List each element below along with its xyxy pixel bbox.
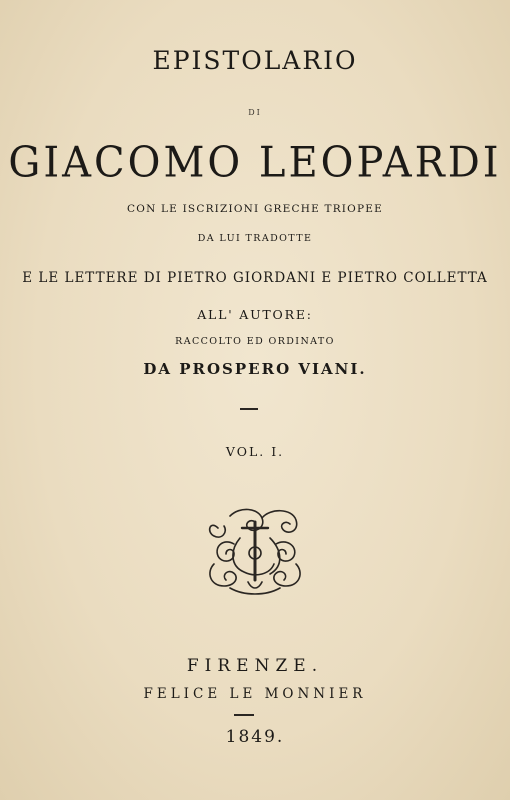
subtitle-line-4: ALL' AUTORE:	[197, 307, 313, 322]
subtitle-line-3: E LE LETTERE DI PIETRO GIORDANI E PIETRO COLLETTA	[22, 270, 488, 286]
book-title: EPISTOLARIO	[152, 46, 358, 75]
subtitle-line-2: DA LUI TRADOTTE	[197, 233, 313, 244]
author-name: GIACOMO LEOPARDI	[8, 138, 502, 188]
subtitle-line-1: CON LE ISCRIZIONI GRECHE TRIOPEE	[127, 203, 383, 215]
volume-number: VOL. I.	[225, 444, 285, 459]
publication-city: FIRENZE.	[186, 656, 324, 676]
publication-year: 1849.	[225, 727, 285, 747]
publisher-name: FELICE LE MONNIER	[143, 686, 367, 702]
title-connector: DI	[248, 108, 262, 117]
publisher-monogram-icon	[200, 498, 310, 598]
subtitle-line-5: RACCOLTO ED ORDINATO	[175, 336, 335, 347]
divider-rule	[240, 408, 258, 410]
editor-name: DA PROSPERO VIANI.	[143, 360, 367, 378]
divider-rule-bottom	[234, 714, 254, 716]
